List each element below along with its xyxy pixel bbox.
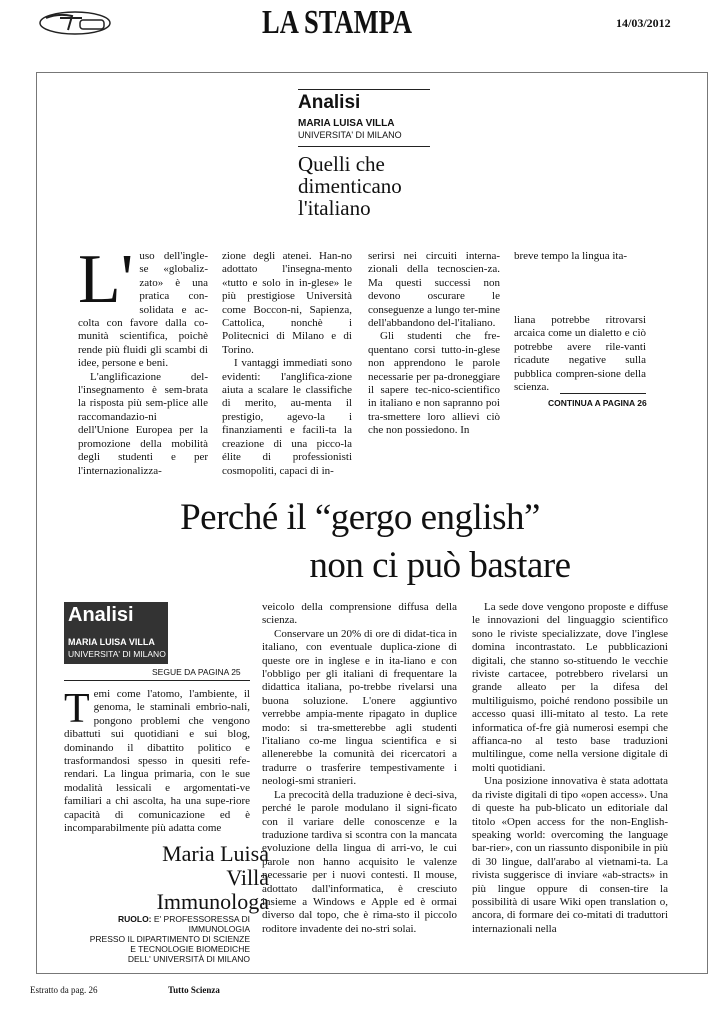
top-title-line-3: l'italiano — [298, 196, 371, 220]
issue-date: 14/03/2012 — [616, 16, 671, 30]
main-headline-line-2: non ci può bastare — [309, 545, 571, 586]
footer-page-extract: Estratto da pag. 26 — [30, 985, 98, 995]
top-kicker: Analisi — [298, 92, 361, 113]
continua-label: CONTINUA A PAGINA 26 — [548, 398, 647, 408]
top-affiliation: UNIVERSITA' DI MILANO — [298, 130, 402, 140]
top-title-line-1: Quelli che — [298, 152, 385, 176]
top-col3-p2: Gli studenti che fre-quentano corsi tutto-in-glese non apprendono le parole necessarie per pa-droneggiare il sapere tec-nico-scientifico in italiano e non sapranno poi tra-smettere loro allievi ciò che non possiedono. In — [368, 330, 500, 437]
top-column-3 — [368, 250, 500, 438]
footer-section: Tutto Scienza — [168, 985, 220, 995]
bottom-col2-p1: veicolo della comprensione diffusa della scienza. — [262, 601, 457, 627]
top-col4-p2: liana potrebbe ritrovarsi arcaica come un dialetto e ciò potrebbe avere rile-vanti ricadute negative sulla pubblica compren-sione della scienza. — [514, 314, 646, 394]
bottom-column-3 — [472, 601, 668, 936]
bottom-col2-p3: La precocità della traduzione è deci-siva, perché le parole modulano il signi-ficato con il variare delle conoscenze e la traduzione tardiva si scontra con la mancata evoluzione della lingua di arri-vo, le cui parole non hanno acquisito le valenze necessarie per i nuovi contesti. Il mouse, adottato dall'informatica, è cresciuto insieme a Windows e Apple ed è ormai diverso dal topo, che è rima-sto il piccolo roditore invadente dei no-stri solai. — [262, 788, 457, 935]
segue-label: SEGUE DA PAGINA 25 — [152, 667, 241, 677]
publisher-logo — [38, 10, 112, 36]
continua-rule — [560, 393, 646, 394]
top-col1-p2: L'anglificazione del-l'insegnamento è sem-brata la risposta più sem-plice alle raccomandazio-ni dell'Unione Europea per la promozione della mobilità degli studenti e per l'internazionalizza- — [78, 370, 208, 477]
bottom-author: MARIA LUISA VILLA — [68, 637, 155, 647]
bottom-col3-p2: Una posizione innovativa è stata adottata da riviste digitali di tipo «open access». Una di queste ha pub-blicato un editoriale dal titolo «Open access for the non-English-speaking world: overcoming the language bar-rier», con un riassunto disponibile in più di 30 lingue, dall'arabo al vietnami-ta. La rivista suggerisce di inviare «ab-stracts» in più lingue oppure di consen-tire la possibilità di usare Wiki open translation o, ancora, di formare dei co-mitati di traduttori internazionali nella — [472, 775, 668, 935]
title-rule — [298, 146, 430, 147]
top-column-4 — [514, 250, 646, 263]
bottom-col2-p2: Conservare un 20% di ore di didat-tica in italiano, con eventuale duplica-zione di queste ore in inglese e in ita-liano e con l'obbligo per gli italiani di frequentare la didattica italiana, po-trebbe rivelarsi una buona soluzione. L'onere aggiuntivo verrebbe ampia-mente ripagato in duplice modo: si tra-smetterebbe agli studenti l'italiano co-me lingua scientifica e si allenerebbe la comunità dei ricercatori a tradurre o trasferire tempestivamente i neologi-smi stranieri. — [262, 627, 457, 788]
masthead: LA STAMPA — [262, 4, 413, 41]
signature-line-3: Immunologa — [156, 889, 269, 914]
role-line-1: RUOLO: E' PROFESSORESSA DI IMMUNOLOGIA — [117, 914, 250, 934]
top-dropcap: L' — [78, 241, 134, 318]
signature-line-1: Maria Luisa — [162, 841, 269, 866]
top-author: MARIA LUISA VILLA — [298, 118, 395, 129]
main-headline-line-1: Perché il “gergo english” — [180, 497, 540, 538]
bottom-kicker-box — [64, 602, 168, 664]
top-title-line-2: dimenticano — [298, 174, 402, 198]
bottom-affiliation: UNIVERSITA' DI MILANO — [68, 649, 166, 659]
author-role — [64, 914, 250, 964]
top-col1-p1: uso dell'ingle-se «globaliz-zato» è una pratica con-solidata e ac-colta con favore dalla co-munità scientifica, poichè rende più fluidi gli scambi di idee, persone e beni. — [78, 250, 208, 370]
top-col4-line: breve tempo la lingua ita- — [514, 250, 628, 262]
role-line-3: E TECNOLOGIE BIOMEDICHE — [130, 944, 250, 954]
signature-line-2: Villa — [226, 865, 269, 890]
bottom-col1-text: emi come l'atomo, l'ambiente, il genoma, le staminali embrio-nali, pongono problemi che vengono dibattuti sui quotidiani e sui blog, dominando il dibattito politico e trasformandosi spesso in quesiti refe-rendari. La lingua primaria, con le sue modalità lessicali e argomentati-ve familiari a chi ascolta, ha una supe-riore capacità di comunicazione ed è incomparabilmente più adatta come — [64, 688, 250, 835]
top-column-4b — [514, 314, 646, 394]
top-col2-p1: zione degli atenei. Han-no adottato l'insegna-mento «tutto e solo in in-glese» le più prestigiose Università come Boccon-ni, Sapienza, Cattolica, nonchè i Politecnici di Milano e di Torino. — [222, 250, 352, 356]
role-line-4: DELL' UNIVERSITÀ DI MILANO — [127, 954, 250, 964]
top-col3-p1: serirsi nei circuiti interna-zionali della tecnoscien-za. Ma questi successi non devono oscurare le conseguenze a lungo ter-mine dell'abbandono del-l'italiano. — [368, 250, 500, 330]
kicker-rule — [298, 89, 430, 90]
top-title — [298, 153, 438, 219]
top-column-1 — [78, 241, 208, 478]
author-signature — [157, 842, 269, 914]
bottom-dropcap: T — [64, 686, 90, 732]
top-col2-p2: I vantaggi immediati sono evidenti: l'anglifica-zione aiuta a scalare le classifiche di merito, au-menta il prestigio, agevo-la i finanziamenti e facili-ta la creazione di una picco-la élite di professionisti cosmopoliti, capaci di in- — [222, 357, 352, 477]
role-line-2: PRESSO IL DIPARTIMENTO DI SCIENZE — [89, 934, 250, 944]
top-column-2 — [222, 250, 352, 478]
bottom-column-1 — [64, 688, 250, 835]
role-label: RUOLO: — [117, 914, 152, 924]
bottom-col3-p1: La sede dove vengono proposte e diffuse le innovazioni del linguaggio scientifico sono le riviste specializzate, dove l'inglese domina incontrastato. Le pubblicazioni digitali, che stanno so-stituendo le vecchie riviste cartacee, potrebbero rivelarsi un grande alleato per la difesa del multiliguismo, poiché rendono possibile un accesso quasi illi-mitato al testo. La rete informatica of-fre già numerosi esempi che affianca-no al testo base traduzioni multilingue, come nella versione digitale di molti quotidiani. — [472, 601, 668, 774]
segue-rule — [64, 680, 250, 681]
bottom-kicker: Analisi — [68, 604, 134, 626]
bottom-column-2 — [262, 601, 457, 936]
